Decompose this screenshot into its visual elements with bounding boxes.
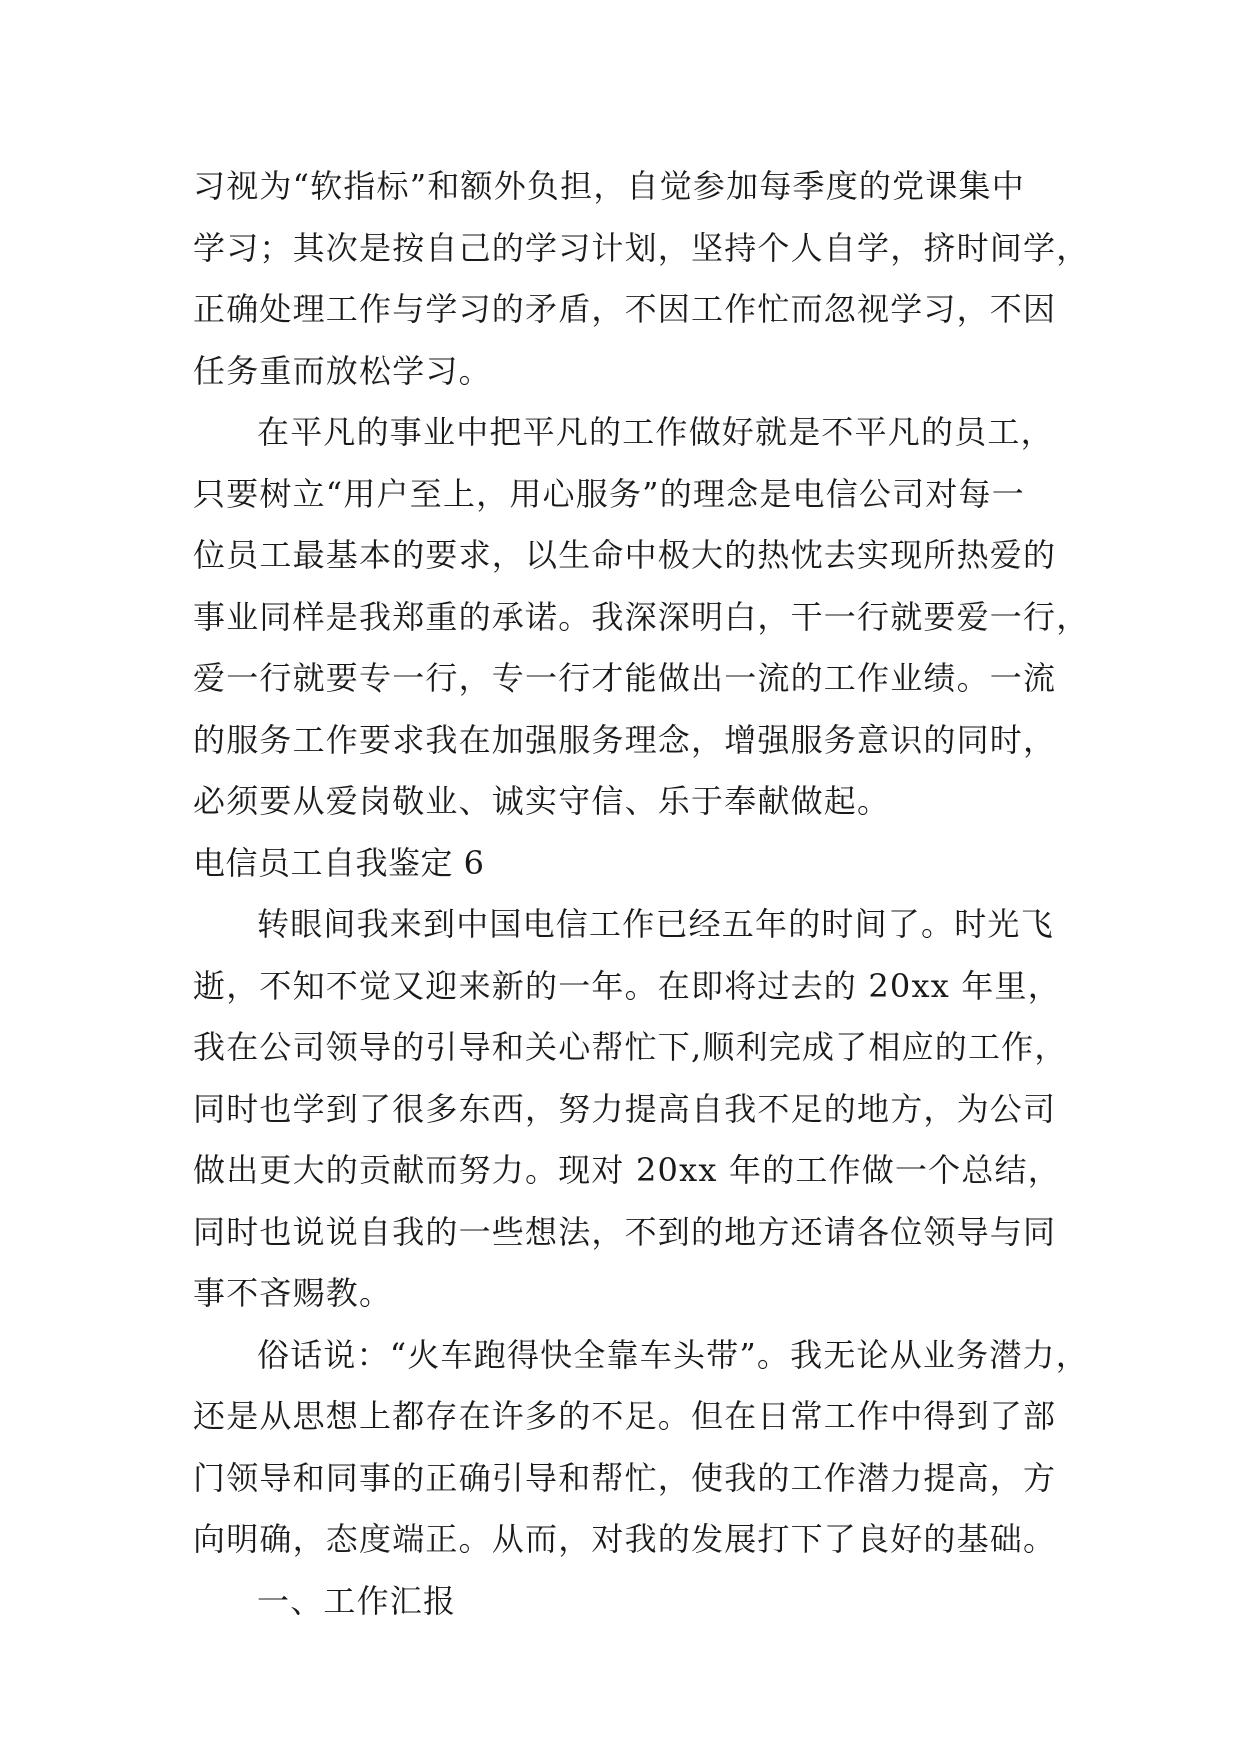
paragraph-line: 做出更大的贡献而努力。现对 20xx 年的工作做一个总结，: [193, 1151, 1061, 1189]
paragraph-line: 转眼间我来到中国电信工作已经五年的时间了。时光飞: [257, 905, 1054, 943]
paragraph-line: 任务重而放松学习。: [193, 351, 492, 390]
paragraph-line: 门领导和同事的正确引导和帮忙，使我的工作潜力提高，方: [193, 1458, 1057, 1497]
document-body: [193, 156, 1090, 1632]
paragraph-line: 向明确，态度端正。从而，对我的发展打下了良好的基础。: [193, 1520, 1057, 1558]
paragraph-line: 位员工最基本的要求，以生命中极大的热忱去实现所热爱的: [193, 536, 1057, 574]
paragraph-line: 事业同样是我郑重的承诺。我深深明白，干一行就要爱一行，: [193, 597, 1090, 636]
paragraph-line: 同时也说说自我的一些想法，不到的地方还请各位领导与同: [193, 1212, 1057, 1251]
paragraph-line: 在平凡的事业中把平凡的工作做好就是不平凡的员工，: [257, 413, 1054, 451]
paragraph-line: 还是从思想上都存在许多的不足。但在日常工作中得到了部: [193, 1397, 1057, 1435]
subsection-heading: 一、工作汇报: [257, 1581, 457, 1620]
paragraph-line: 学习；其次是按自己的学习计划，坚持个人自学，挤时间学，: [193, 228, 1090, 267]
paragraph-line: 的服务工作要求我在加强服务理念，增强服务意识的同时，: [193, 720, 1057, 759]
paragraph-line: 必须要从爱岗敬业、诚实守信、乐于奉献做起。: [193, 782, 891, 820]
paragraph-line: 我在公司领导的引导和关心帮忙下,顺利完成了相应的工作，: [193, 1028, 1068, 1066]
paragraph-line: 俗话说：“火车跑得快全靠车头带”。我无论从业务潜力，: [257, 1335, 1089, 1374]
section-heading: 电信员工自我鉴定 6: [193, 843, 485, 882]
paragraph-line: 只要树立“用户至上，用心服务”的理念是电信公司对每一: [193, 474, 1025, 513]
paragraph-line: 事不吝赐教。: [193, 1274, 393, 1312]
paragraph-line: 正确处理工作与学习的矛盾，不因工作忙而忽视学习，不因: [193, 290, 1057, 328]
paragraph-line: 同时也学到了很多东西，努力提高自我不足的地方，为公司: [193, 1089, 1057, 1128]
paragraph-line: 逝，不知不觉又迎来新的一年。在即将过去的 20xx 年里，: [193, 966, 1061, 1005]
paragraph-line: 习视为“软指标”和额外负担，自觉参加每季度的党课集中: [193, 167, 1025, 205]
paragraph-line: 爱一行就要专一行，专一行才能做出一流的工作业绩。一流: [193, 659, 1057, 697]
